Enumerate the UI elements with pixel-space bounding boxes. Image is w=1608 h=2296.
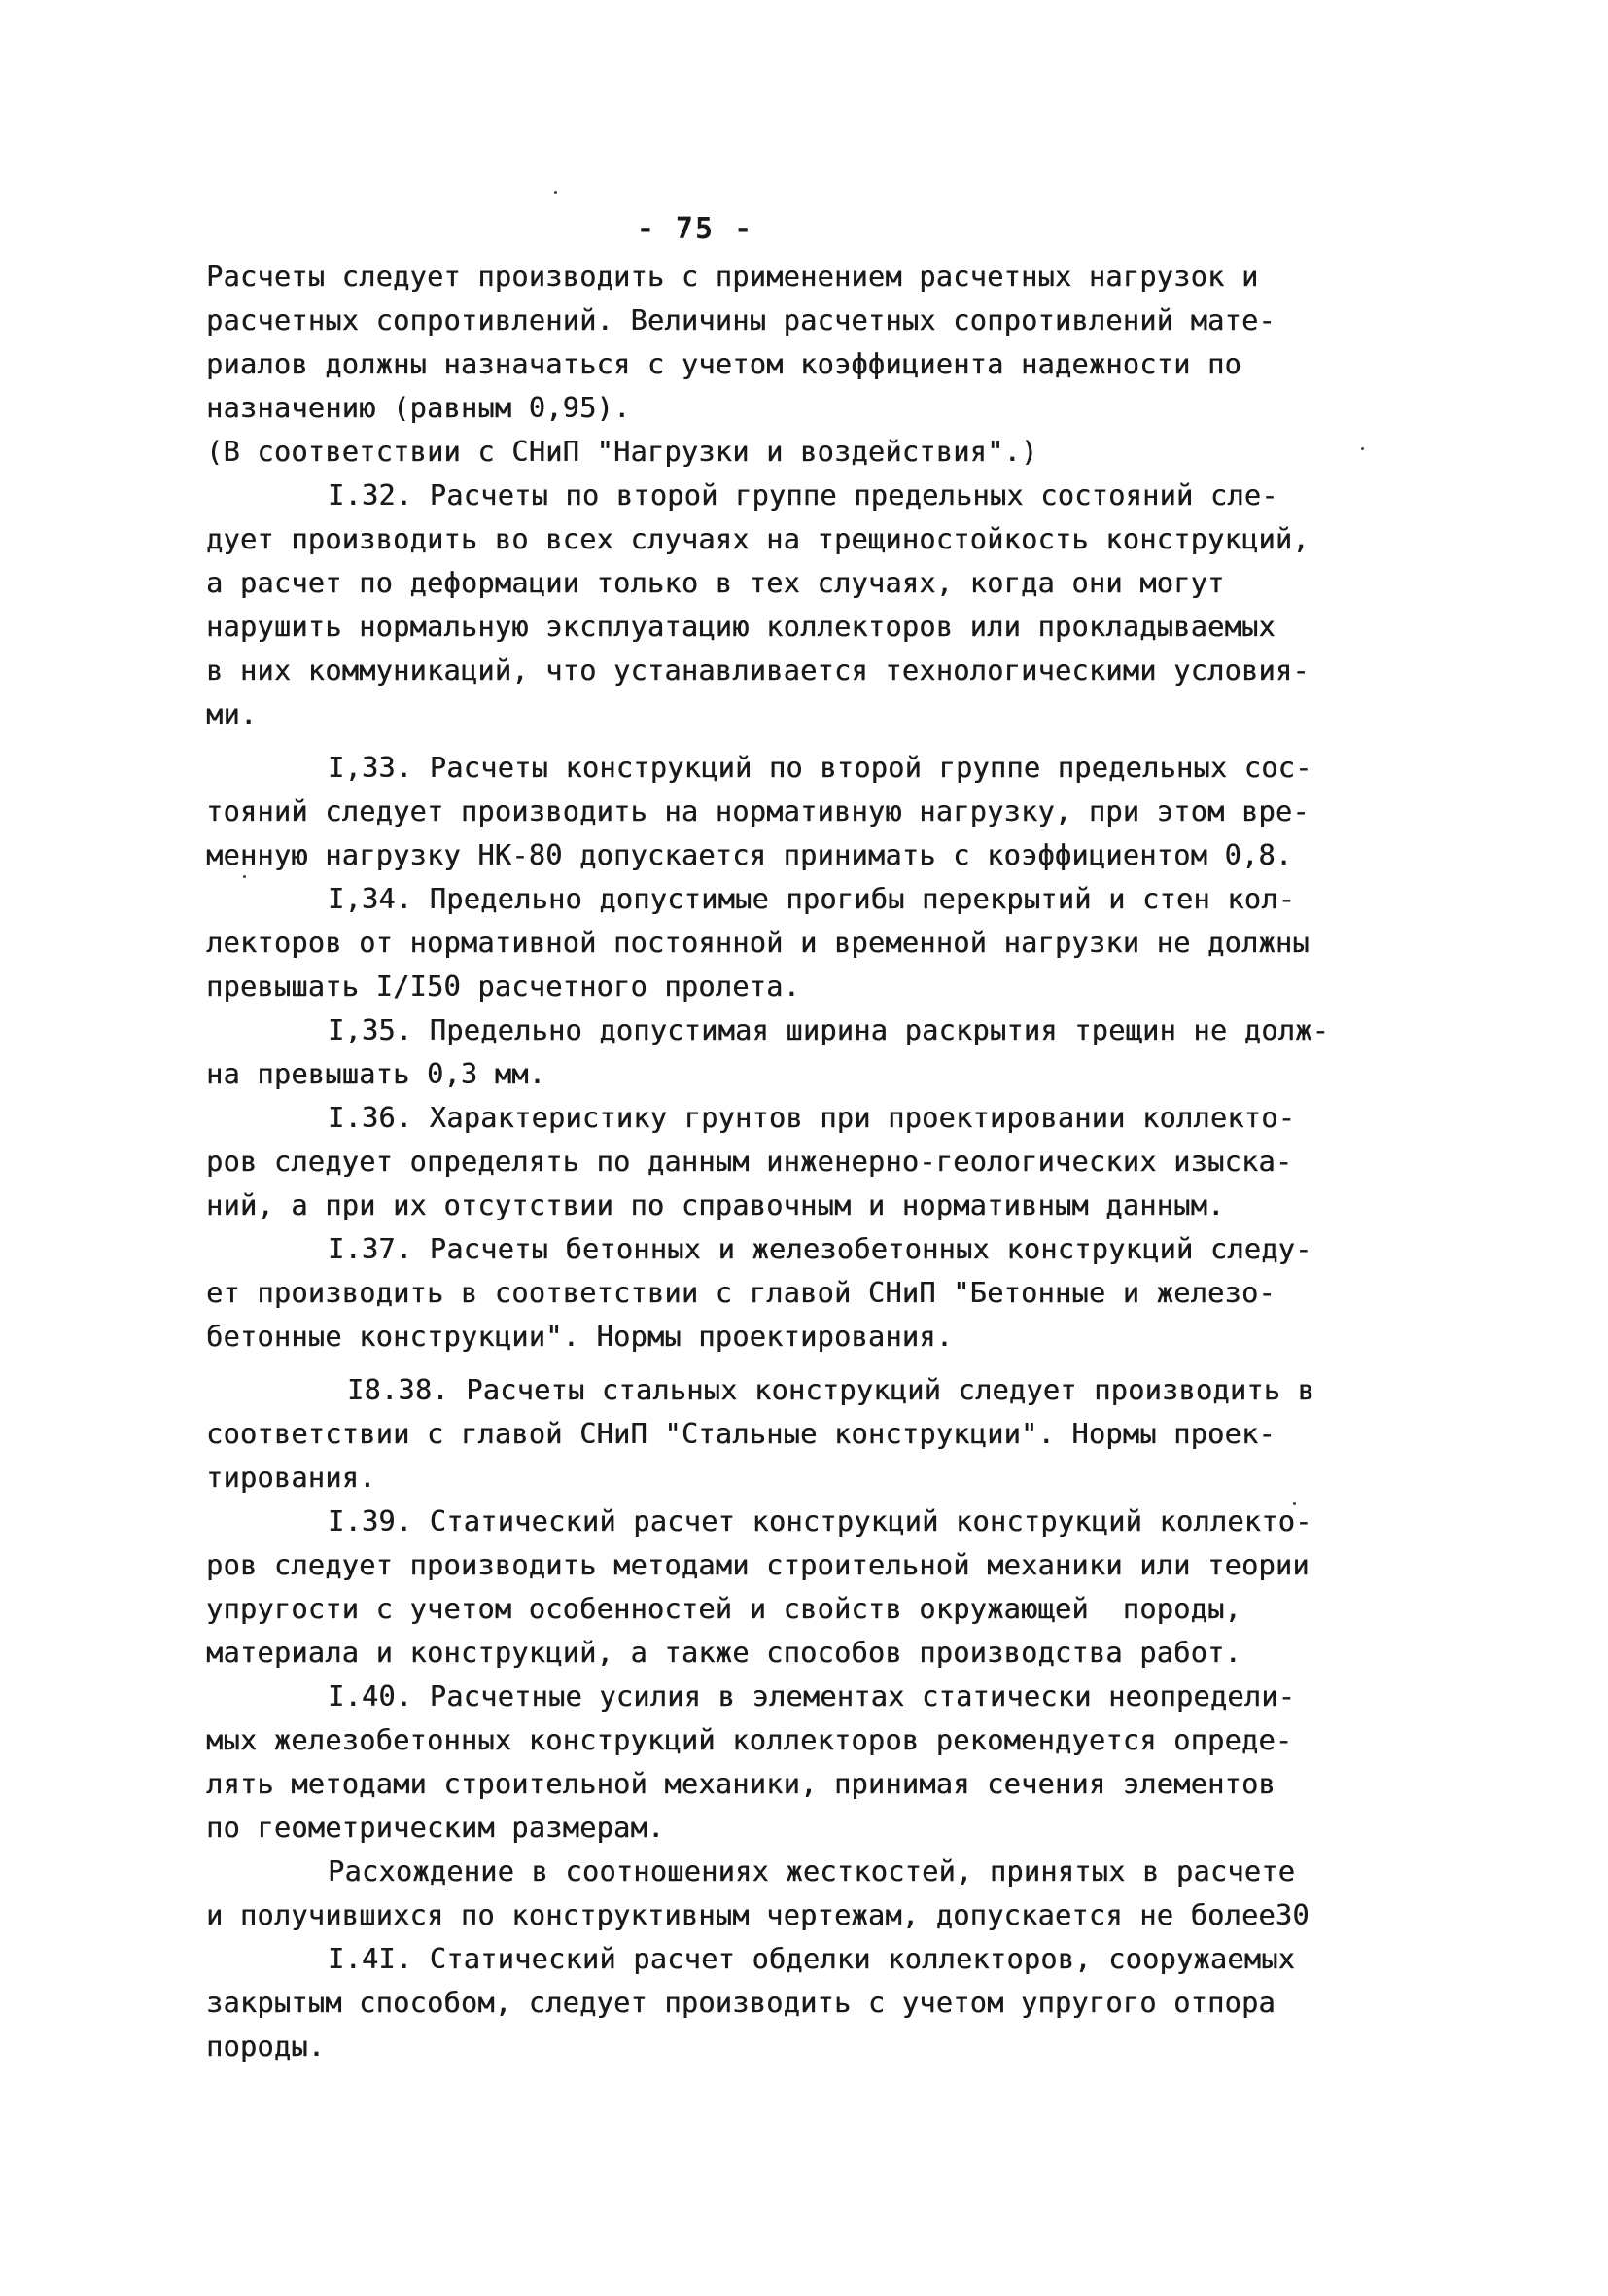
text-line: закрытым способом, следует производить с учетом упругого отпора: [206, 1987, 1276, 2019]
clause-1-37: I.37. Расчеты бетонных и железобетонных конструкций следу-: [328, 1233, 1312, 1265]
clause-1-32: I.32. Расчеты по второй группе предельных состояний сле-: [328, 479, 1278, 512]
document-body: [206, 255, 1402, 2068]
text-line: расчетных сопротивлений. Величины расчетных сопротивлений мате-: [206, 304, 1276, 336]
text-line: в них коммуникаций, что устанавливается технологическими условия-: [206, 654, 1310, 687]
text-line: нарушить нормальную эксплуатацию коллекторов или прокладываемых: [206, 611, 1276, 643]
text-line: лять методами строительной механики, принимая сечения элементов: [206, 1768, 1276, 1800]
text-line: (В соответствии с СНиП "Нагрузки и воздействия".): [206, 436, 1038, 468]
clause-1-40: I.40. Расчетные усилия в элементах статически неопредели-: [328, 1680, 1296, 1713]
clause-1-36: I.36. Характеристику грунтов при проектировании коллекто-: [328, 1102, 1296, 1134]
text-line: породы.: [206, 2031, 326, 2063]
clause-1-39: I.39. Статический расчет конструкций конструкций коллекто-: [328, 1505, 1312, 1537]
scan-speck: [1293, 1502, 1296, 1505]
text-line: соответствии с главой СНиП "Стальные конструкции". Нормы проек-: [206, 1418, 1276, 1450]
text-line: и получившихся по конструктивным чертежам, допускается не более30: [206, 1899, 1310, 1931]
text-line: материала и конструкций, а также способов производства работ.: [206, 1637, 1241, 1669]
text-line: на превышать 0,3 мм.: [206, 1058, 546, 1090]
scan-speck: [554, 191, 557, 194]
text-line: ний, а при их отсутствии по справочным и нормативным данным.: [206, 1189, 1225, 1221]
text-line: упругости с учетом особенностей и свойств окружающей породы,: [206, 1593, 1241, 1625]
text-line: по геометрическим размерам.: [206, 1812, 665, 1844]
scan-speck: [1361, 447, 1364, 450]
text-line: тояний следует производить на нормативную нагрузку, при этом вре-: [206, 795, 1310, 828]
text-line: а расчет по деформации только в тех случаях, когда они могут: [206, 567, 1225, 599]
text-line: ми.: [206, 698, 258, 730]
paragraph-stiffness: Расхождение в соотношениях жесткостей, принятых в расчете: [328, 1855, 1296, 1888]
text-line: ров следует определять по данным инженерно-геологических изыска-: [206, 1146, 1293, 1178]
text-line: ров следует производить методами строительной механики или теории: [206, 1549, 1310, 1581]
clause-1-34: I,34. Предельно допустимые прогибы перекрытий и стен кол-: [328, 883, 1296, 915]
scan-speck: [243, 875, 246, 878]
text-line: мых железобетонных конструкций коллекторов рекомендуется опреде-: [206, 1724, 1293, 1756]
clause-1-38: I8.38. Расчеты стальных конструкций следует производить в: [347, 1374, 1315, 1406]
text-line: назначению (равным 0,95).: [206, 392, 631, 424]
page-number: - 75 -: [636, 212, 754, 246]
text-line: риалов должны назначаться с учетом коэффициента надежности по: [206, 348, 1241, 380]
clause-1-35: I,35. Предельно допустимая ширина раскрытия трещин не долж-: [328, 1014, 1330, 1046]
text-line: лекторов от нормативной постоянной и временной нагрузки не должны: [206, 927, 1310, 959]
text-line: Расчеты следует производить с применением расчетных нагрузок и: [206, 261, 1259, 293]
text-line: бетонные конструкции". Нормы проектирования.: [206, 1321, 954, 1353]
text-line: превышать I/I50 расчетного пролета.: [206, 971, 801, 1003]
text-line: дует производить во всех случаях на трещиностойкость конструкций,: [206, 523, 1310, 555]
clause-1-41: I.4I. Статический расчет обделки коллекторов, сооружаемых: [328, 1943, 1296, 1975]
text-line: менную нагрузку НК-80 допускается принимать с коэффициентом 0,8.: [206, 839, 1293, 871]
clause-1-33: I,33. Расчеты конструкций по второй группе предельных сос-: [328, 752, 1312, 784]
text-line: ет производить в соответствии с главой СНиП "Бетонные и железо-: [206, 1277, 1276, 1309]
text-line: тирования.: [206, 1462, 376, 1494]
